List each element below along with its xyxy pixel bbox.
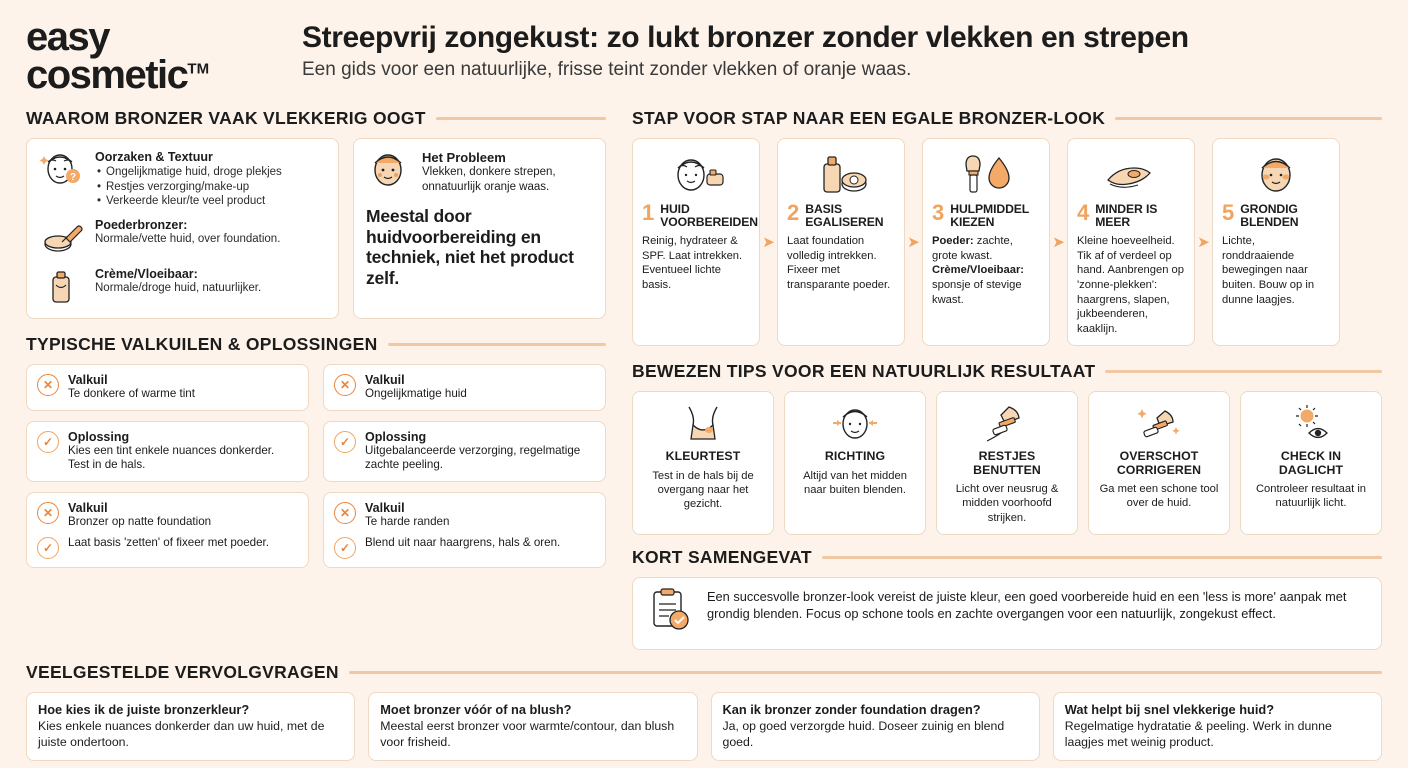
- section-title-tips-text: BEWEZEN TIPS VOOR EEN NATUURLIJK RESULTAAT: [632, 361, 1096, 382]
- problem-card: [353, 138, 606, 319]
- step-text-bold: Poeder:: [932, 235, 974, 248]
- cream-text: Normale/droge huid, natuurlijker.: [95, 282, 262, 295]
- step-header: [642, 200, 758, 230]
- cross-icon: ✕: [334, 502, 356, 524]
- solution-line: [334, 430, 595, 473]
- arrow-icon: ➤: [907, 234, 920, 252]
- tip-text: Altijd van het midden naar buiten blenden.: [803, 469, 907, 496]
- powder-text: Normale/vette huid, over foundation.: [95, 233, 281, 246]
- causes-body: [95, 150, 326, 209]
- face-direction-icon: [793, 401, 917, 447]
- pitfall-combo-card: [26, 492, 309, 568]
- svg-text:?: ?: [69, 172, 77, 183]
- tip-text: Licht over neusrug & midden voorhoofd strijken.: [955, 483, 1059, 524]
- powder-title: Poederbronzer:: [95, 218, 188, 233]
- pitfall-text: Ongelijkmatige huid: [365, 387, 467, 401]
- step-header: [787, 200, 895, 230]
- brush-sponge-icon: [932, 149, 1040, 201]
- faq-answer: Meestal eerst bronzer voor warmte/contour, dan blush voor frisheid.: [380, 718, 675, 749]
- step-text: Laat foundation volledig intrekken. Fixeer met transparante poeder.: [787, 235, 891, 292]
- pitfall-text: Te donkere of warme tint: [68, 387, 195, 401]
- step-text: [932, 234, 1040, 307]
- section-rule: [436, 117, 606, 120]
- solution-text: Laat basis 'zetten' of fixeer met poeder.: [68, 535, 269, 549]
- step-card-3: [922, 138, 1050, 346]
- left-column: [26, 108, 606, 650]
- causes-bullet: • Restjes verzorging/make-up: [106, 180, 326, 195]
- checklist-icon: [646, 588, 694, 639]
- cross-icon: ✕: [37, 502, 59, 524]
- step-number: 5: [1222, 200, 1235, 225]
- faq-question: Moet bronzer vóór of na blush?: [380, 701, 572, 717]
- pitfall-title: Valkuil: [365, 373, 405, 388]
- section-title-steps: [632, 108, 1382, 129]
- tip-title: KLEURTEST: [665, 449, 741, 464]
- tip-title: RICHTING: [824, 449, 886, 464]
- page-title: Streepvrij zongekust: zo lukt bronzer zonder vlekken en strepen: [302, 21, 1189, 54]
- header-titles: [302, 14, 1189, 81]
- pitfall-line: [334, 501, 595, 530]
- tip-title: OVERSCHOT CORRIGEREN: [1116, 449, 1202, 477]
- pitfalls-col-right: [323, 364, 606, 567]
- section-title-steps-text: STAP VOOR STAP NAAR EEN EGALE BRONZER-LOOK: [632, 108, 1106, 128]
- step-header: [932, 200, 1040, 230]
- summary-text: Een succesvolle bronzer-look vereist de juiste kleur, een goed voorbereide huid en een 'less is more' aanpak met grondig blenden. Focus op schone tools en zachte overgangen voor een natuurlijk, zongekust effect.: [707, 588, 1347, 621]
- section-title-summary-text: KORT SAMENGEVAT: [632, 546, 812, 567]
- pitfall-text: Bronzer op natte foundation: [68, 514, 212, 528]
- cream-row: [39, 267, 326, 307]
- faq-card-1: [26, 692, 355, 761]
- pitfalls-section: [26, 334, 606, 567]
- solution-line: [37, 430, 298, 473]
- pitfalls-col-left: [26, 364, 309, 567]
- solution-text: Uitgebalanceerde verzorging, regelmatige zachte peeling.: [365, 443, 581, 472]
- step-text-bold: Crème/Vloeibaar:: [932, 264, 1025, 277]
- section-title-pitfalls: [26, 334, 606, 355]
- step-number: 1: [642, 200, 655, 225]
- faq-section: [26, 662, 1382, 761]
- step-card-4: [1067, 138, 1195, 346]
- section-rule: [822, 556, 1382, 559]
- pitfall-line: [37, 501, 298, 530]
- daylight-eye-icon: [1249, 401, 1373, 447]
- solution-line: [37, 536, 298, 559]
- step-number: 3: [932, 200, 945, 225]
- cream-tube-icon: [39, 267, 85, 307]
- faq-question: Hoe kies ik de juiste bronzerkleur?: [38, 701, 250, 717]
- solution-card: [26, 421, 309, 482]
- causes-title: Oorzaken & Textuur: [95, 150, 213, 164]
- cross-icon: ✕: [334, 374, 356, 396]
- problem-title: Het Probleem: [422, 150, 506, 165]
- step-text: Reinig, hydrateer & SPF. Laat intrekken. Eventueel lichte basis.: [642, 235, 743, 292]
- step-name: MINDER IS MEER: [1095, 202, 1158, 230]
- tip-card-daglicht: [1240, 391, 1382, 534]
- faq-answer: Ja, op goed verzorgde huid. Doseer zuinig en blend goed.: [722, 718, 1005, 749]
- tip-text: Test in de hals bij de overgang naar het gezicht.: [652, 469, 754, 511]
- hand-dosage-icon: [1077, 149, 1185, 201]
- summary-section: [632, 547, 1382, 650]
- section-title-tips: [632, 361, 1382, 382]
- step-text-rest: sponsje of stevige kwast.: [932, 279, 1022, 306]
- pitfall-line: [37, 373, 298, 402]
- pitfall-card: [26, 364, 309, 411]
- powder-row: [39, 218, 326, 258]
- header: [26, 14, 1382, 97]
- problem-text: Vlekken, donkere strepen, onnatuurlijk oranje waas.: [422, 166, 556, 193]
- face-blend-icon: [1222, 149, 1330, 201]
- step-header: [1222, 200, 1330, 230]
- section-title-pitfalls-text: TYPISCHE VALKUILEN & OPLOSSINGEN: [26, 334, 378, 355]
- face-cleanse-icon: [642, 149, 750, 201]
- face-spots-icon: [366, 150, 412, 190]
- pitfall-title: Valkuil: [68, 373, 108, 388]
- arrow-icon: ➤: [1197, 234, 1210, 252]
- pitfall-combo-card: [323, 492, 606, 568]
- step-text: Kleine hoeveelheid. Tik af of verdeel op hand. Aanbrengen op 'zonne-plekken': haargrens, slapen, jukbeenderen, kaaklijn.: [1077, 235, 1185, 335]
- content-columns: [26, 108, 1382, 650]
- faq-answer: Kies enkele nuances donkerder dan uw huid, met de juiste ondertoon.: [38, 718, 325, 749]
- causes-row: [39, 150, 326, 209]
- step-card-1: [632, 138, 760, 346]
- pitfall-card: [323, 364, 606, 411]
- faq-row: [26, 692, 1382, 761]
- tip-text: Controleer resultaat in natuurlijk licht.: [1255, 483, 1367, 510]
- solution-title: Oplossing: [365, 429, 427, 444]
- pitfall-line: [334, 373, 595, 402]
- check-icon: ✓: [334, 537, 356, 559]
- brand-logo: [26, 14, 276, 97]
- cross-icon: ✕: [37, 374, 59, 396]
- section-rule: [349, 671, 1382, 674]
- solution-text: Kies een tint enkele nuances donkerder. Test in de hals.: [68, 443, 275, 472]
- tips-row: [632, 391, 1382, 534]
- solution-text: Blend uit naar haargrens, hals & oren.: [365, 535, 561, 549]
- causes-bullet: • Verkeerde kleur/te veel product: [106, 194, 326, 209]
- section-title-faq-text: VEELGESTELDE VERVOLGVRAGEN: [26, 661, 339, 682]
- problem-header: [366, 150, 593, 194]
- step-number: 4: [1077, 200, 1090, 225]
- summary-card: [632, 577, 1382, 650]
- step-card-2: [777, 138, 905, 346]
- section-title-faq: [26, 662, 1382, 683]
- tip-card-richting: [784, 391, 926, 534]
- logo-line-1: easy: [26, 15, 109, 59]
- section-rule: [388, 343, 606, 346]
- clean-brush-icon: [1097, 401, 1221, 447]
- faq-card-4: [1053, 692, 1382, 761]
- steps-row: [632, 138, 1382, 346]
- problem-body: [422, 150, 593, 194]
- faq-question: Wat helpt bij snel vlekkerige huid?: [1064, 701, 1275, 717]
- check-icon: ✓: [334, 431, 356, 453]
- powder-body: [95, 218, 326, 247]
- section-title-why-text: WAAROM BRONZER VAAK VLEKKERIG OOGT: [26, 108, 426, 128]
- neck-test-icon: [641, 401, 765, 447]
- check-icon: ✓: [37, 431, 59, 453]
- tip-title: CHECK IN DAGLICHT: [1278, 449, 1344, 477]
- step-text-rest: zachte, grote kwast.: [932, 235, 1013, 262]
- problem-highlight: Meestal door huidvoorbereiding en techniek, niet het product zelf.: [366, 206, 574, 288]
- face-question-icon: [39, 150, 85, 190]
- foundation-bottle-icon: [787, 149, 895, 201]
- step-name: GRONDIG BLENDEN: [1240, 202, 1299, 230]
- step-card-5: [1212, 138, 1340, 346]
- step-header: [1077, 200, 1185, 230]
- causes-card: [26, 138, 339, 319]
- section-title-summary: [632, 547, 1382, 568]
- pitfall-title: Valkuil: [365, 500, 405, 515]
- arrow-icon: ➤: [1052, 234, 1065, 252]
- step-text: Lichte, ronddraaiende bewegingen naar buiten. Bouw op in dunne laagjes.: [1222, 235, 1315, 306]
- solution-card: [323, 421, 606, 482]
- faq-card-3: [711, 692, 1040, 761]
- causes-bullet: • Ongelijkmatige huid, droge plekjes: [106, 165, 326, 180]
- faq-question: Kan ik bronzer zonder foundation dragen?: [722, 701, 981, 717]
- pitfall-text: Te harde randen: [365, 514, 450, 528]
- cream-body: [95, 267, 326, 296]
- tips-section: [632, 361, 1382, 534]
- logo-line-2: cosmetic™: [26, 53, 210, 97]
- solution-title: Oplossing: [68, 429, 130, 444]
- causes-bullets: [95, 165, 326, 209]
- page-subtitle: Een gids voor een natuurlijke, frisse teint zonder vlekken of oranje waas.: [302, 58, 912, 80]
- section-rule: [1115, 117, 1382, 120]
- section-rule: [1105, 370, 1382, 373]
- tip-card-kleurtest: [632, 391, 774, 534]
- cream-title: Crème/Vloeibaar:: [95, 267, 198, 282]
- faq-answer: Regelmatige hydratatie & peeling. Werk in dunne laagjes met weinig product.: [1064, 718, 1332, 749]
- powder-brush-icon: [39, 218, 85, 258]
- pitfalls-grid: [26, 364, 606, 567]
- section-title-why: [26, 108, 606, 129]
- tip-text: Ga met een schone tool over de huid.: [1099, 483, 1219, 510]
- tip-title: RESTJES BENUTTEN: [973, 449, 1041, 477]
- step-name: HUID VOORBEREIDEN: [660, 202, 758, 230]
- solution-line: [334, 536, 595, 559]
- check-icon: ✓: [37, 537, 59, 559]
- logo-tm: TM: [187, 60, 210, 78]
- arrow-icon: ➤: [762, 234, 775, 252]
- step-name: HULPMIDDEL KIEZEN: [950, 202, 1029, 230]
- tip-card-overschot: [1088, 391, 1230, 534]
- step-name: BASIS EGALISEREN: [805, 202, 884, 230]
- pitfall-title: Valkuil: [68, 500, 108, 515]
- step-number: 2: [787, 200, 800, 225]
- brush-residue-icon: [945, 401, 1069, 447]
- faq-card-2: [368, 692, 697, 761]
- right-column: [632, 108, 1382, 650]
- why-cards: [26, 138, 606, 319]
- tip-card-restjes: [936, 391, 1078, 534]
